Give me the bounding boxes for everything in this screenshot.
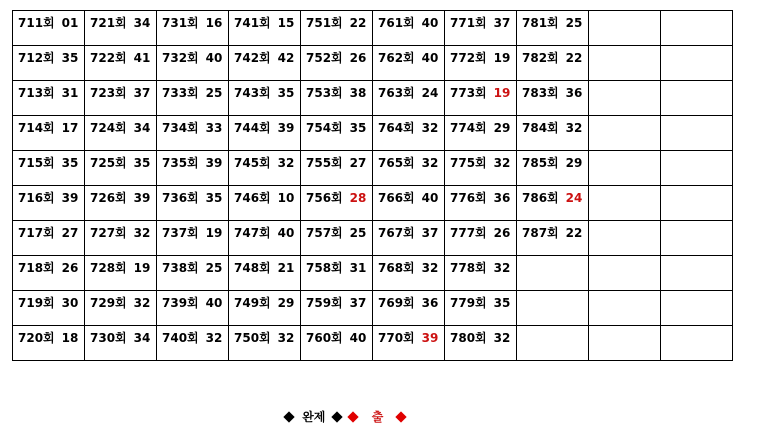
draw-label: 746회 <box>234 191 271 205</box>
table-cell <box>661 291 733 326</box>
draw-label: 759회 <box>306 296 343 310</box>
table-cell <box>301 221 373 256</box>
table-cell <box>157 291 229 326</box>
draw-number: 37 <box>421 226 439 240</box>
table-cell <box>445 11 517 46</box>
draw-number: 29 <box>565 156 583 170</box>
table-row <box>13 11 733 46</box>
table-cell <box>301 116 373 151</box>
draw-number: 32 <box>421 261 439 275</box>
draw-number: 19 <box>133 261 151 275</box>
draw-number: 31 <box>61 86 79 100</box>
table-cell <box>229 81 301 116</box>
draw-number: 29 <box>493 121 511 135</box>
draw-label: 741회 <box>234 16 271 30</box>
table-cell <box>157 46 229 81</box>
table-cell <box>13 326 85 361</box>
draw-number: 31 <box>349 261 367 275</box>
table-cell <box>373 81 445 116</box>
draw-label: 753회 <box>306 86 343 100</box>
draw-label: 785회 <box>522 156 559 170</box>
draw-number: 32 <box>133 226 151 240</box>
table-cell <box>13 116 85 151</box>
draw-label: 728회 <box>90 261 127 275</box>
draw-number: 32 <box>205 331 223 345</box>
draw-number: 40 <box>421 191 439 205</box>
table-cell <box>445 326 517 361</box>
draw-number: 28 <box>349 191 367 205</box>
table-cell <box>13 151 85 186</box>
table-cell <box>445 256 517 291</box>
table-cell <box>85 46 157 81</box>
table-cell <box>373 151 445 186</box>
table-cell <box>301 151 373 186</box>
draw-label: 774회 <box>450 121 487 135</box>
table-cell <box>85 326 157 361</box>
table-cell <box>13 291 85 326</box>
black-diamond-icon <box>331 411 342 422</box>
draw-number: 15 <box>277 16 295 30</box>
draw-label: 714회 <box>18 121 55 135</box>
draw-label: 768회 <box>378 261 415 275</box>
draw-label: 787회 <box>522 226 559 240</box>
table-cell <box>445 221 517 256</box>
draw-label: 762회 <box>378 51 415 65</box>
table-cell <box>661 256 733 291</box>
draw-label: 761회 <box>378 16 415 30</box>
draw-number: 39 <box>205 156 223 170</box>
table-cell <box>517 11 589 46</box>
draw-label: 738회 <box>162 261 199 275</box>
draw-number: 17 <box>61 121 79 135</box>
table-cell <box>661 81 733 116</box>
draw-label: 756회 <box>306 191 343 205</box>
draw-label: 726회 <box>90 191 127 205</box>
table-cell <box>445 81 517 116</box>
draw-label: 722회 <box>90 51 127 65</box>
draw-label: 784회 <box>522 121 559 135</box>
draw-label: 723회 <box>90 86 127 100</box>
table-cell <box>13 256 85 291</box>
draw-label: 719회 <box>18 296 55 310</box>
draw-number: 35 <box>349 121 367 135</box>
table-cell <box>589 186 661 221</box>
draw-label: 734회 <box>162 121 199 135</box>
draw-label: 716회 <box>18 191 55 205</box>
draw-number: 37 <box>349 296 367 310</box>
table-row <box>13 46 733 81</box>
draw-label: 786회 <box>522 191 559 205</box>
draw-label: 750회 <box>234 331 271 345</box>
draw-label: 780회 <box>450 331 487 345</box>
draw-number: 38 <box>349 86 367 100</box>
red-diamond-icon <box>395 411 406 422</box>
table-row <box>13 186 733 221</box>
table-cell <box>445 116 517 151</box>
table-cell <box>589 11 661 46</box>
table-cell <box>661 326 733 361</box>
draw-number: 24 <box>565 191 583 205</box>
draw-number: 40 <box>349 331 367 345</box>
draw-label: 781회 <box>522 16 559 30</box>
table-cell <box>517 81 589 116</box>
table-cell <box>445 291 517 326</box>
draw-number: 32 <box>493 331 511 345</box>
table-cell <box>373 256 445 291</box>
draw-number: 29 <box>277 296 295 310</box>
table-cell <box>589 81 661 116</box>
draw-number: 36 <box>421 296 439 310</box>
draw-label: 711회 <box>18 16 55 30</box>
table-cell <box>517 326 589 361</box>
black-diamond-icon <box>283 411 294 422</box>
table-cell <box>13 221 85 256</box>
table-cell <box>373 11 445 46</box>
table-cell <box>373 186 445 221</box>
draw-number: 19 <box>493 51 511 65</box>
draw-number: 32 <box>421 121 439 135</box>
draw-label: 772회 <box>450 51 487 65</box>
table-cell <box>229 46 301 81</box>
draw-number: 27 <box>61 226 79 240</box>
table-cell <box>301 291 373 326</box>
draw-label: 782회 <box>522 51 559 65</box>
draw-number: 35 <box>277 86 295 100</box>
table-cell <box>13 186 85 221</box>
draw-label: 775회 <box>450 156 487 170</box>
draw-label: 765회 <box>378 156 415 170</box>
draw-label: 757회 <box>306 226 343 240</box>
table-row <box>13 116 733 151</box>
table-cell <box>13 81 85 116</box>
table-cell <box>589 326 661 361</box>
table-cell <box>85 116 157 151</box>
draw-number: 32 <box>277 156 295 170</box>
draw-number: 27 <box>349 156 367 170</box>
table-cell <box>661 116 733 151</box>
table-cell <box>301 11 373 46</box>
draw-label: 720회 <box>18 331 55 345</box>
table-cell <box>589 221 661 256</box>
draw-number: 35 <box>61 156 79 170</box>
table-body <box>13 11 733 361</box>
draw-label: 747회 <box>234 226 271 240</box>
draw-number: 22 <box>565 51 583 65</box>
draw-number: 25 <box>349 226 367 240</box>
draw-number-table <box>12 10 733 361</box>
draw-number: 37 <box>133 86 151 100</box>
table-cell <box>157 326 229 361</box>
table-cell <box>373 291 445 326</box>
table-cell <box>229 151 301 186</box>
draw-number: 32 <box>565 121 583 135</box>
draw-number: 19 <box>493 86 511 100</box>
draw-label: 769회 <box>378 296 415 310</box>
table-cell <box>157 11 229 46</box>
table-cell <box>157 221 229 256</box>
draw-label: 724회 <box>90 121 127 135</box>
draw-label: 778회 <box>450 261 487 275</box>
table-cell <box>301 256 373 291</box>
draw-label: 744회 <box>234 121 271 135</box>
draw-label: 739회 <box>162 296 199 310</box>
draw-number: 36 <box>493 191 511 205</box>
draw-label: 727회 <box>90 226 127 240</box>
table-cell <box>157 186 229 221</box>
draw-label: 749회 <box>234 296 271 310</box>
table-row <box>13 81 733 116</box>
draw-number: 39 <box>421 331 439 345</box>
legend <box>282 408 410 425</box>
draw-label: 754회 <box>306 121 343 135</box>
table-row <box>13 256 733 291</box>
draw-number: 32 <box>493 261 511 275</box>
draw-label: 751회 <box>306 16 343 30</box>
draw-label: 715회 <box>18 156 55 170</box>
table-cell <box>301 46 373 81</box>
table-cell <box>85 256 157 291</box>
table-cell <box>589 46 661 81</box>
draw-label: 718회 <box>18 261 55 275</box>
table-cell <box>517 151 589 186</box>
draw-number: 22 <box>565 226 583 240</box>
draw-number: 25 <box>205 86 223 100</box>
table-cell <box>13 46 85 81</box>
draw-number: 26 <box>61 261 79 275</box>
table-cell <box>661 151 733 186</box>
draw-label: 767회 <box>378 226 415 240</box>
draw-number: 35 <box>493 296 511 310</box>
draw-number: 40 <box>205 51 223 65</box>
table-cell <box>661 46 733 81</box>
draw-number: 25 <box>205 261 223 275</box>
draw-label: 763회 <box>378 86 415 100</box>
table-cell <box>373 326 445 361</box>
table-row <box>13 221 733 256</box>
draw-number: 26 <box>349 51 367 65</box>
table-cell <box>157 116 229 151</box>
table-cell <box>85 291 157 326</box>
table-cell <box>157 151 229 186</box>
draw-label: 745회 <box>234 156 271 170</box>
table-cell <box>229 186 301 221</box>
draw-number: 35 <box>61 51 79 65</box>
draw-label: 779회 <box>450 296 487 310</box>
draw-label: 733회 <box>162 86 199 100</box>
draw-number: 39 <box>61 191 79 205</box>
draw-number: 32 <box>421 156 439 170</box>
draw-label: 735회 <box>162 156 199 170</box>
table-cell <box>445 151 517 186</box>
draw-label: 764회 <box>378 121 415 135</box>
draw-number: 33 <box>205 121 223 135</box>
draw-number: 01 <box>61 16 79 30</box>
draw-label: 743회 <box>234 86 271 100</box>
draw-label: 732회 <box>162 51 199 65</box>
draw-label: 755회 <box>306 156 343 170</box>
table-cell <box>589 291 661 326</box>
table-cell <box>517 116 589 151</box>
draw-label: 760회 <box>306 331 343 345</box>
draw-label: 729회 <box>90 296 127 310</box>
table-cell <box>13 11 85 46</box>
table-cell <box>589 256 661 291</box>
draw-number: 26 <box>493 226 511 240</box>
draw-number: 25 <box>565 16 583 30</box>
table-cell <box>517 221 589 256</box>
draw-label: 742회 <box>234 51 271 65</box>
table-cell <box>661 221 733 256</box>
draw-number: 35 <box>205 191 223 205</box>
draw-number: 32 <box>133 296 151 310</box>
table-cell <box>373 116 445 151</box>
draw-label: 725회 <box>90 156 127 170</box>
draw-number: 40 <box>421 16 439 30</box>
draw-number: 18 <box>61 331 79 345</box>
table-cell <box>301 326 373 361</box>
table-cell <box>229 11 301 46</box>
draw-number: 34 <box>133 16 151 30</box>
table-cell <box>589 116 661 151</box>
table-cell <box>229 291 301 326</box>
draw-label: 721회 <box>90 16 127 30</box>
draw-label: 776회 <box>450 191 487 205</box>
table-row <box>13 291 733 326</box>
table-cell <box>85 186 157 221</box>
table-cell <box>589 151 661 186</box>
draw-label: 730회 <box>90 331 127 345</box>
draw-number: 34 <box>133 121 151 135</box>
draw-label: 773회 <box>450 86 487 100</box>
draw-label: 758회 <box>306 261 343 275</box>
table-cell <box>85 221 157 256</box>
draw-label: 737회 <box>162 226 199 240</box>
draw-number: 36 <box>565 86 583 100</box>
draw-number: 19 <box>205 226 223 240</box>
draw-number: 21 <box>277 261 295 275</box>
table-cell <box>517 186 589 221</box>
table-cell <box>373 46 445 81</box>
table-cell <box>157 256 229 291</box>
table-cell <box>445 186 517 221</box>
legend-complete-label: 완제 <box>302 410 326 424</box>
draw-number: 41 <box>133 51 151 65</box>
draw-number: 16 <box>205 16 223 30</box>
draw-number: 32 <box>277 331 295 345</box>
table-row <box>13 151 733 186</box>
draw-label: 736회 <box>162 191 199 205</box>
draw-number: 37 <box>493 16 511 30</box>
draw-number: 35 <box>133 156 151 170</box>
draw-number: 24 <box>421 86 439 100</box>
table-cell <box>445 46 517 81</box>
draw-number: 40 <box>205 296 223 310</box>
draw-label: 766회 <box>378 191 415 205</box>
draw-label: 717회 <box>18 226 55 240</box>
red-diamond-icon <box>347 411 358 422</box>
draw-number: 10 <box>277 191 295 205</box>
draw-number: 30 <box>61 296 79 310</box>
draw-label: 770회 <box>378 331 415 345</box>
table-cell <box>85 11 157 46</box>
table-cell <box>517 256 589 291</box>
table-cell <box>661 186 733 221</box>
table-cell <box>85 81 157 116</box>
draw-label: 783회 <box>522 86 559 100</box>
table-row <box>13 326 733 361</box>
draw-label: 748회 <box>234 261 271 275</box>
table-cell <box>301 81 373 116</box>
table-cell <box>229 116 301 151</box>
table-cell <box>301 186 373 221</box>
draw-number: 42 <box>277 51 295 65</box>
table-cell <box>229 326 301 361</box>
draw-number: 40 <box>421 51 439 65</box>
draw-number: 40 <box>277 226 295 240</box>
table-cell <box>157 81 229 116</box>
table-cell <box>373 221 445 256</box>
table-cell <box>229 256 301 291</box>
legend-out-label: 출 <box>371 410 384 424</box>
draw-label: 740회 <box>162 331 199 345</box>
table-cell <box>229 221 301 256</box>
draw-label: 752회 <box>306 51 343 65</box>
draw-number: 39 <box>133 191 151 205</box>
table-cell <box>85 151 157 186</box>
draw-label: 712회 <box>18 51 55 65</box>
table-cell <box>517 291 589 326</box>
table-cell <box>661 11 733 46</box>
draw-number: 22 <box>349 16 367 30</box>
draw-label: 731회 <box>162 16 199 30</box>
draw-number: 39 <box>277 121 295 135</box>
table-cell <box>517 46 589 81</box>
draw-label: 771회 <box>450 16 487 30</box>
draw-number: 32 <box>493 156 511 170</box>
draw-label: 713회 <box>18 86 55 100</box>
draw-number: 34 <box>133 331 151 345</box>
draw-label: 777회 <box>450 226 487 240</box>
